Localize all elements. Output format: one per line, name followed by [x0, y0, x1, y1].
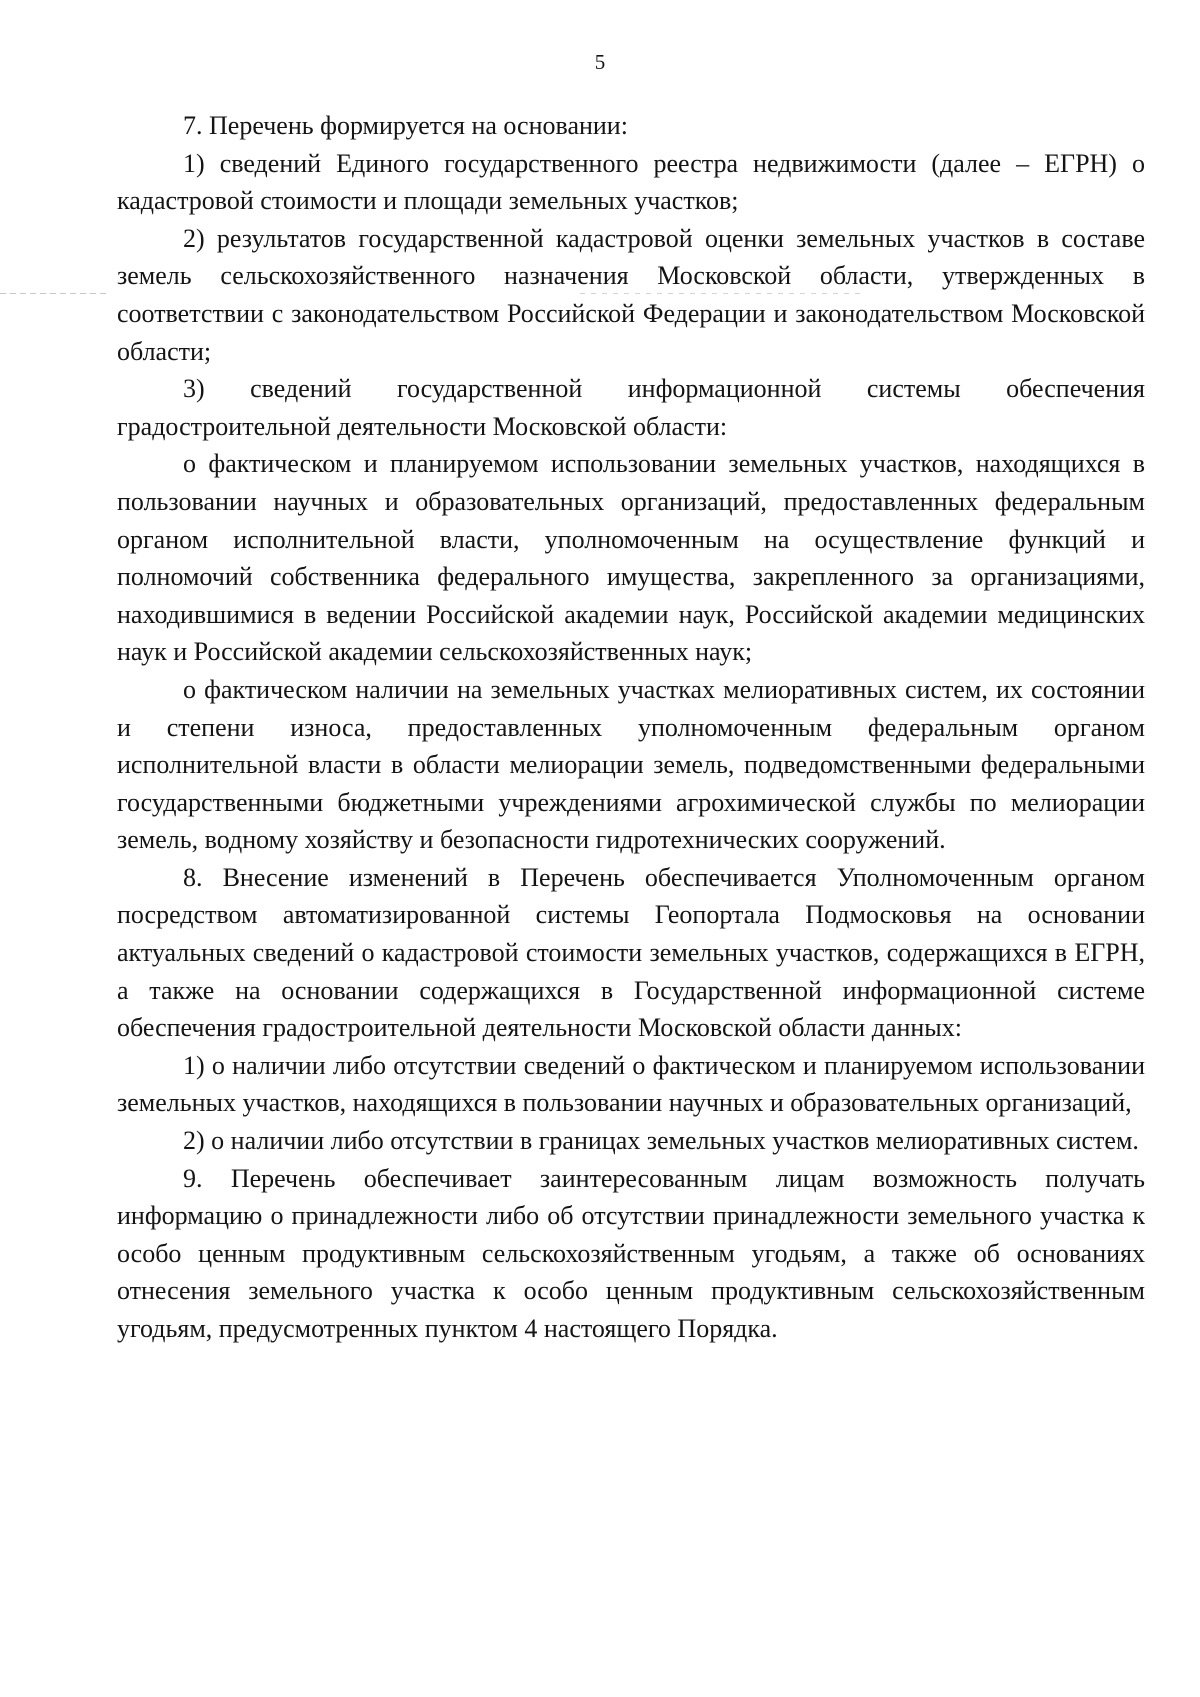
paragraph-8-item-1: 1) о наличии либо отсутствии сведений о фактическом и планируемом использовании земельных участков, находящихся в пользовании научных и образовательных организаций, — [117, 1050, 1145, 1118]
page-number: 5 — [594, 50, 606, 74]
paragraph-7-item-2: 2) результатов государственной кадастровой оценки земельных участков в составе земель сельскохозяйственного назначения Московской области, утвержденных в соответствии с законодательством Российской Федерации и законодательством Московской области; — [117, 223, 1145, 366]
paragraph-7-item-3: 3) сведений государственной информационной системы обеспечения градостроительной деятельности Московской области: — [117, 374, 1145, 441]
paragraph-7-item-3-sub-1: о фактическом и планируемом использовании земельных участков, находящихся в пользовании научных и образовательных организаций, предоставленных федеральным органом исполнительной власти, уполномоченным на осуществление функций и полномочий собственника федерального имущества, закрепленного за организациями, находившимися в ведении Российской академии наук, Российской академии медицинских наук и Российской академии сельскохозяйственных наук; — [117, 449, 1145, 667]
paragraph-7-item-1: 1) сведений Единого государственного реестра недвижимости (далее – ЕГРН) о кадастровой стоимости и площади земельных участков; — [117, 148, 1145, 216]
paragraph-8-item-2: 2) о наличии либо отсутствии в границах земельных участков мелиоративных систем. — [183, 1126, 1139, 1156]
paragraph-7: 7. Перечень формируется на основании: — [183, 111, 628, 140]
scan-artifact-line — [0, 293, 110, 294]
paragraph-8: 8. Внесение изменений в Перечень обеспечивается Уполномоченным органом посредством автоматизированной системы Геопортала Подмосковья на основании актуальных сведений о кадастровой стоимости земельных участков, содержащихся в ЕГРН, а также на основании содержащихся в Государственной информационной системе обеспечения градостроительной деятельности Московской области данных: — [117, 862, 1145, 1043]
document-body — [117, 107, 1145, 1348]
paragraph-7-item-3-sub-2: о фактическом наличии на земельных участках мелиоративных систем, их состоянии и степени износа, предоставленных уполномоченным федеральным органом исполнительной власти в области мелиорации земель, подведомственными федеральными государственными бюджетными учреждениями агрохимической службы по мелиорации земель, водному хозяйству и безопасности гидротехнических сооружений. — [117, 674, 1145, 855]
paragraph-9: 9. Перечень обеспечивает заинтересованным лицам возможность получать информацию о принадлежности либо об отсутствии принадлежности земельного участка к особо ценным продуктивным сельскохозяйственным угодьям, а также об основаниях отнесения земельного участка к особо ценным продуктивным сельскохозяйственным угодьям, предусмотренных пунктом 4 настоящего Порядка. — [117, 1163, 1145, 1343]
